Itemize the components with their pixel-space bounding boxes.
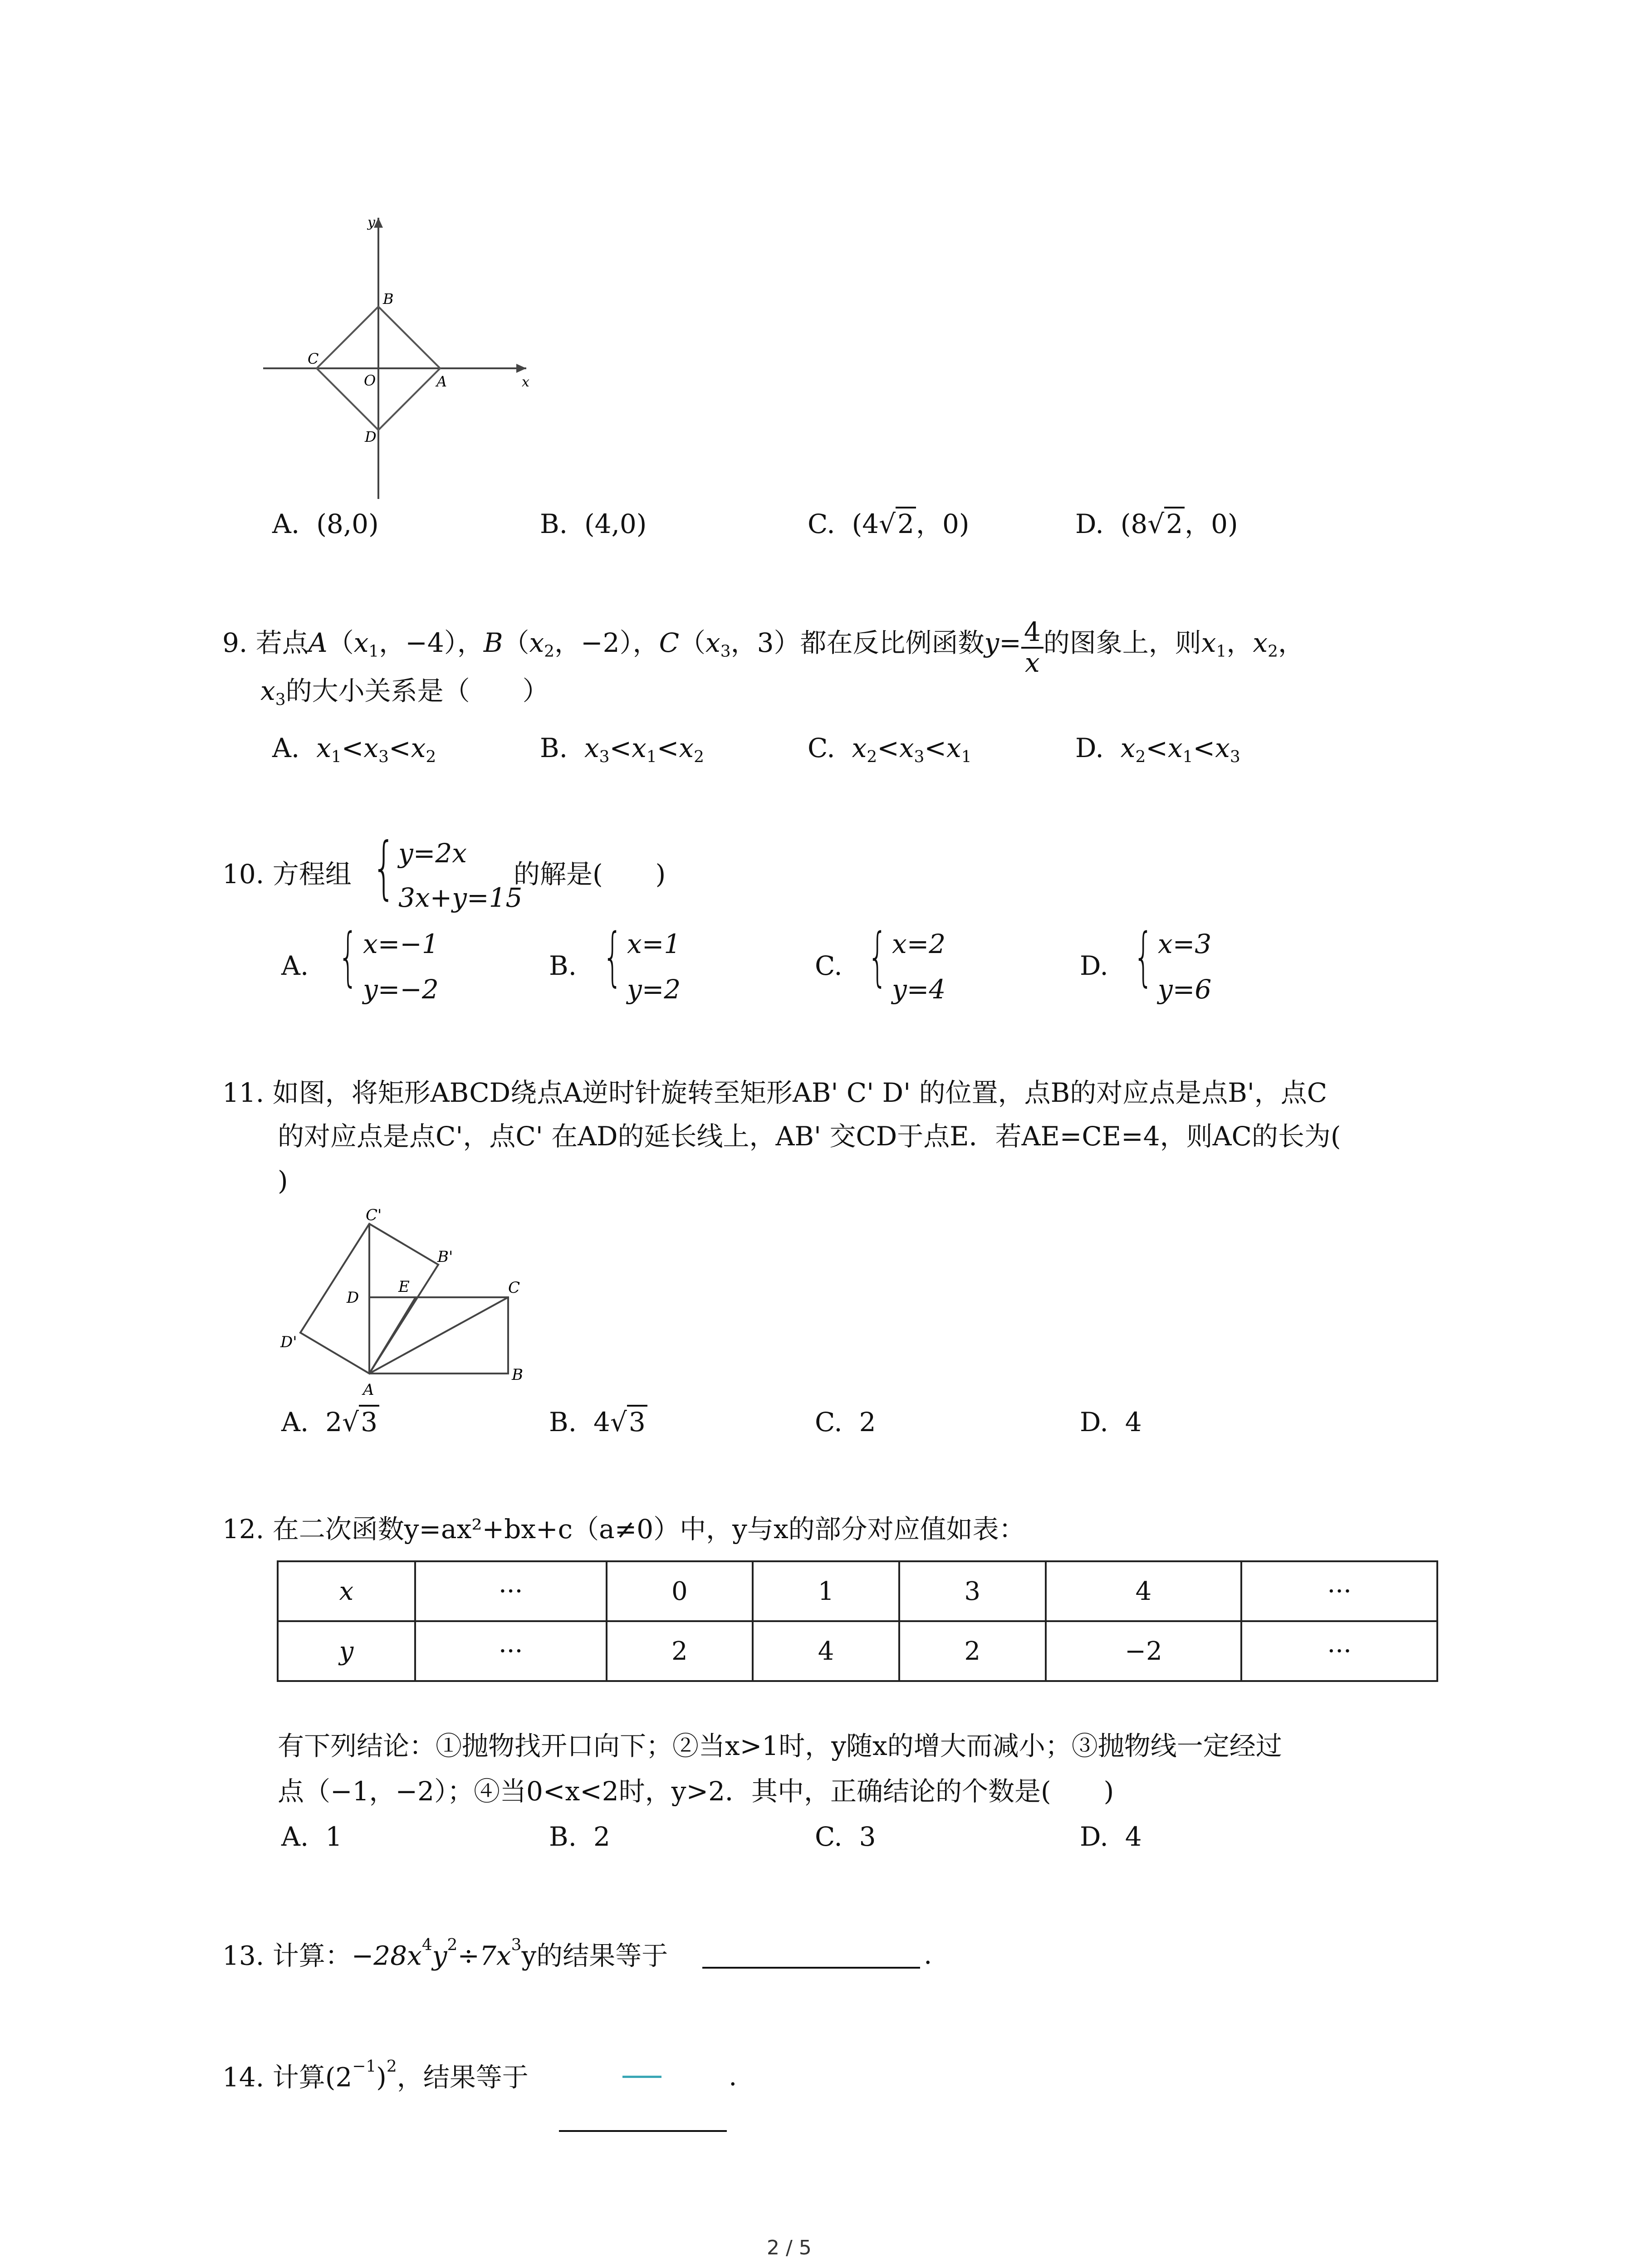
q11-option-c[interactable]: C. 2 [815,1407,876,1437]
q8-option-a[interactable]: A. (8,0) [272,508,379,539]
q11-option-b[interactable]: B. 4√3 [549,1409,647,1435]
q12-option-c[interactable]: C. 3 [815,1821,876,1852]
q11-stem-line2: 的对应点是点C'，点C' 在AD的延长线上，AB' 交CD于点E．若AE=CE=4，则AC的长为( [278,1121,1341,1152]
table-cell: y [278,1621,415,1681]
point-b-prime-label: B' [437,1248,453,1266]
table-cell: −2 [1046,1621,1242,1681]
table-cell: ··· [1241,1621,1437,1681]
q10-number: 10. 方程组 [222,859,352,890]
page-number: 2 / 5 [767,2236,812,2259]
q9-option-a[interactable]: A. $x_1<x_3<x_2$ [272,733,436,766]
q10-option-d-y: y=6 [1158,974,1212,1005]
q11-option-a[interactable]: A. 2√3 [281,1409,379,1435]
q12-option-b[interactable]: B. 2 [549,1821,610,1852]
q14-answer-accent-mark [622,2076,661,2078]
q12-option-a[interactable]: A. 1 [281,1821,343,1852]
q10-eq1: y=2x [398,838,467,869]
q10-option-b[interactable]: B. [549,950,577,981]
q10-option-a-brace: { [338,920,358,994]
q13-stem: 13. 计算：$-28x^4y^2\div 7x^3y$的结果等于 [222,1936,668,1971]
point-c-prime-label: C' [366,1206,382,1224]
table-cell: 3 [899,1561,1046,1621]
table-cell: 1 [753,1561,899,1621]
q14-end-period: . [729,2061,737,2092]
q9-option-c[interactable]: C. $x_2<x_3<x_1$ [808,733,972,766]
q14-answer-blank[interactable] [559,2130,727,2132]
q12-conclusions-line1: 有下列结论：①抛物找开口向下；②当x>1时，y随x的增大而减小；③抛物线一定经过 [278,1730,1282,1761]
table-cell: 2 [899,1621,1046,1681]
q9-option-d[interactable]: D. $x_2<x_1<x_3$ [1075,733,1240,766]
point-c-label: C [508,1279,520,1297]
q10-option-a-x: x=−1 [363,929,439,959]
point-d-prime-label: D' [280,1333,297,1351]
q10-option-b-x: x=1 [627,929,681,959]
q8-option-d[interactable]: D. (8√2，0) [1075,511,1238,537]
fraction-4-over-x: $\frac{4}{x}$ [1021,618,1043,678]
q12-stem: 12. 在二次函数y=ax²+bx+c（a≠0）中，y与x的部分对应值如表： [222,1514,1025,1545]
table-cell: 4 [753,1621,899,1681]
q12-value-table [277,1560,1438,1682]
point-b-label: B [512,1366,523,1384]
point-d-label: D [365,428,377,445]
point-o-label: O [364,372,376,389]
table-cell: x [278,1561,415,1621]
table-cell: 4 [1046,1561,1242,1621]
q10-option-d[interactable]: D. [1080,950,1108,981]
axis-x-label: x [522,374,529,390]
table-cell: 0 [607,1561,753,1621]
q9-option-b[interactable]: B. $x_3<x_1<x_2$ [540,733,704,766]
q8-figure [254,209,544,503]
sqrt-symbol: √3 [610,1409,647,1435]
q13-end-period: . [924,1939,932,1970]
sqrt-symbol: √2 [879,511,916,537]
q10-eq2: 3x+y=15 [398,882,523,913]
q10-option-d-x: x=3 [1158,929,1212,959]
q14-stem: 14. 计算$(2^{-1})^2$，结果等于 [222,2057,529,2093]
q10-system-brace: { [372,828,396,907]
q10-option-b-y: y=2 [627,974,681,1005]
q11-option-d[interactable]: D. 4 [1080,1407,1142,1437]
q10-option-b-brace: { [603,920,623,994]
table-row [278,1561,1437,1621]
q10-option-a[interactable]: A. [281,950,309,981]
q11-stem-line1: 11. 如图，将矩形ABCD绕点A逆时针旋转至矩形AB' C' D' 的位置，点B的对应点是点B'，点C [222,1077,1327,1108]
q10-option-c-y: y=4 [892,974,946,1005]
table-cell: 2 [607,1621,753,1681]
q12-conclusions-line2: 点（−1，−2）；④当0<x<2时，y>2．其中，正确结论的个数是( ) [278,1776,1114,1807]
q11-figure [272,1202,544,1402]
q9-stem-line1: 9. 若点$A(x_1$，−4），$B(x_2$，−2），$C(x_3$，3）都在反比例函数y= $\frac{4}{x}$ 的图象上，则$x_1$，$x_2$， [222,616,1304,678]
point-e-label: E [398,1278,410,1296]
sqrt-symbol: √3 [342,1409,379,1435]
q10-option-c-brace: { [867,920,888,994]
q10-tail: 的解是( ) [514,859,666,890]
table-row [278,1621,1437,1681]
q12-option-d[interactable]: D. 4 [1080,1821,1142,1852]
q10-option-d-brace: { [1133,920,1154,994]
table-cell: ··· [415,1621,607,1681]
q10-option-a-y: y=−2 [363,974,439,1005]
point-c-label: C [308,350,319,367]
table-cell: ··· [1241,1561,1437,1621]
axis-y-label: y [367,215,375,230]
q13-answer-blank[interactable] [702,1967,920,1969]
table-cell: ··· [415,1561,607,1621]
sqrt-symbol: √2 [1147,511,1185,537]
q8-option-c[interactable]: C. (4√2，0) [808,511,970,537]
q11-stem-line3: ) [278,1165,288,1196]
point-a-label: A [436,373,447,390]
q10-option-c-x: x=2 [892,929,946,959]
point-b-label: B [383,290,394,308]
point-a-label: A [363,1381,374,1399]
q8-option-b[interactable]: B. (4,0) [540,508,647,539]
q10-option-c[interactable]: C. [815,950,843,981]
point-d-label: D [347,1289,359,1307]
q9-stem-line2: $x_3$的大小关系是（ ） [260,675,549,709]
